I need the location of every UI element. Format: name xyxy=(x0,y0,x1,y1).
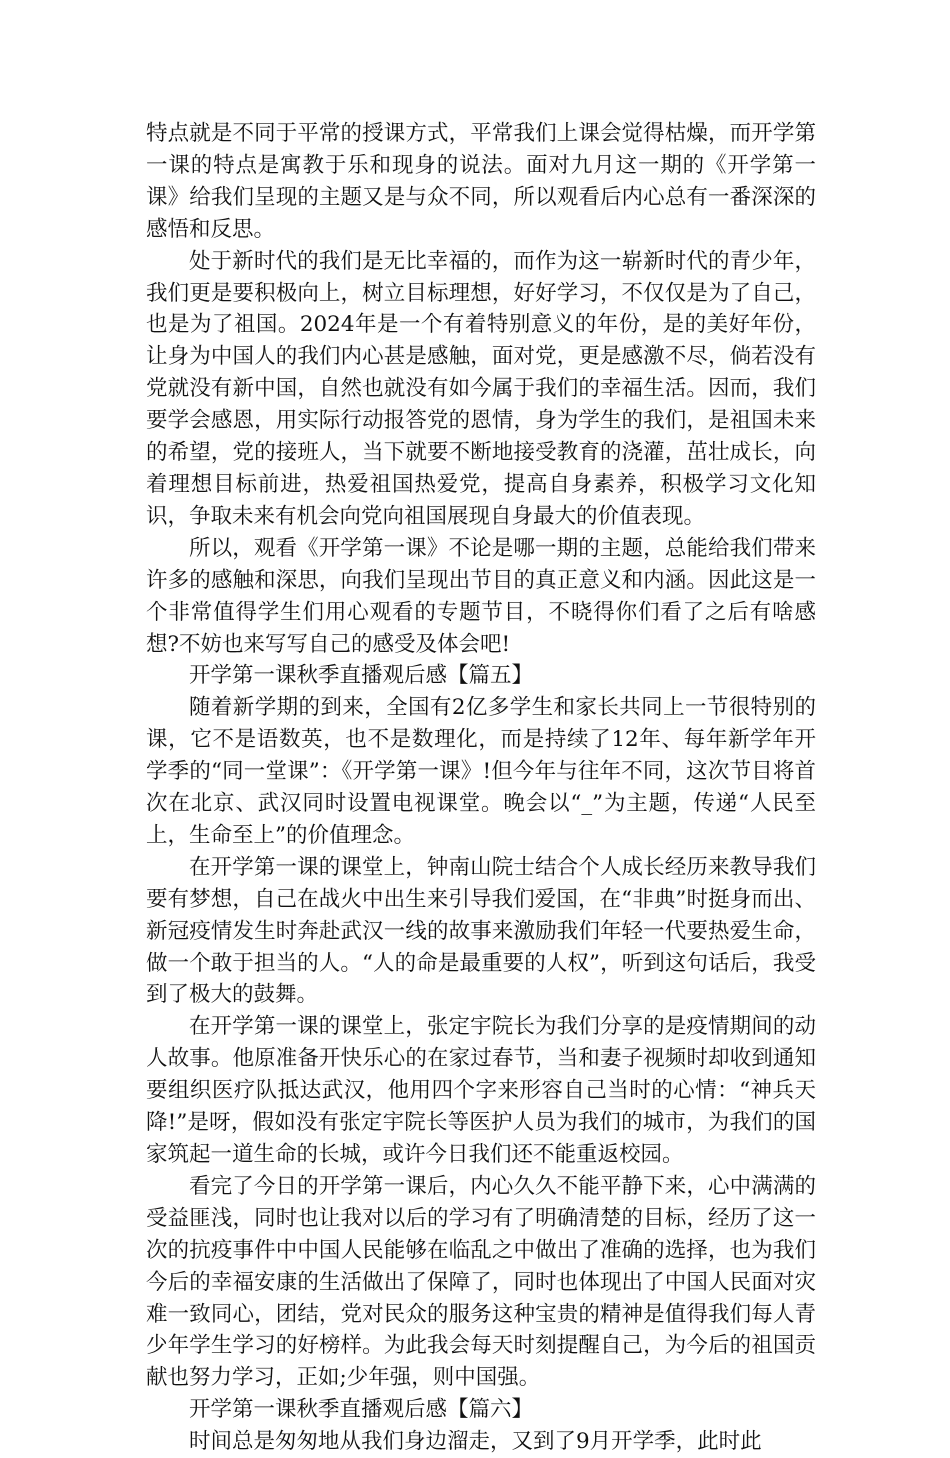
section-heading-part-6: 开学第一课秋季直播观后感【篇六】 xyxy=(189,1397,534,1423)
paragraph: 时间总是匆匆地从我们身边溜走，又到了9月开学季，此时此 xyxy=(189,1429,762,1455)
paragraph: 在开学第一课的课堂上，张定宇院长为我们分享的是疫情期间的动人故事。他原准备开快乐心的在家过春节，当和妻子视频时却收到通知要组织医疗队抵达武汉，他用四个字来形容自己当时的心情：“神兵天降!”是呀，假如没有张定宇院长等医护人员为我们的城市，为我们的国家筑起一道生命的长城，或许今日我们还不能重返校园。 xyxy=(146,1014,816,1167)
paragraph: 所以，观看《开学第一课》不论是哪一期的主题，总能给我们带来许多的感触和深思，向我们呈现出节目的真正意义和内涵。因此这是一个非常值得学生们用心观看的专题节目，不晓得你们看了之后有啥感想?不妨也来写写自己的感受及体会吧! xyxy=(146,535,816,657)
paragraph: 在开学第一课的课堂上，钟南山院士结合个人成长经历来教导我们要有梦想，自己在战火中出生来引导我们爱国，在“非典”时挺身而出、新冠疫情发生时奔赴武汉一线的故事来激励我们年轻一代要热爱生命，做一个敢于担当的人。“人的命是最重要的人权”，听到这句话后，我受到了极大的鼓舞。 xyxy=(146,854,816,1008)
paragraph: 随着新学期的到来，全国有2亿多学生和家长共同上一节很特别的课，它不是语数英，也不是数理化，而是持续了12年、每年新学年开学季的“同一堂课”：《开学第一课》!但今年与往年不同，这次节目将首次在北京、武汉同时设置电视课堂。晚会以“_”为主题，传递“人民至上，生命至上”的价值理念。 xyxy=(146,695,816,848)
paragraph: 看完了今日的开学第一课后，内心久久不能平静下来，心中满满的受益匪浅，同时也让我对以后的学习有了明确清楚的目标，经历了这一次的抗疫事件中中国人民能够在临乱之中做出了准确的选择，也为我们今后的幸福安康的生活做出了保障了，同时也体现出了中国人民面对灾难一致同心，团结，党对民众的服务这种宝贵的精神是值得我们每人青少年学生学习的好榜样。为此我会每天时刻提醒自己，为今后的祖国贡献也努力学习，正如;少年强，则中国强。 xyxy=(146,1173,816,1391)
paragraph-continuation: 特点就是不同于平常的授课方式，平常我们上课会觉得枯燥，而开学第一课的特点是寓教于乐和现身的说法。面对九月这一期的《开学第一课》给我们呈现的主题又是与众不同，所以观看后内心总有一番深深的感悟和反思。 xyxy=(146,121,816,242)
section-heading-part-5: 开学第一课秋季直播观后感【篇五】 xyxy=(189,663,534,689)
paragraph: 处于新时代的我们是无比幸福的，而作为这一崭新时代的青少年，我们更是要积极向上，树立目标理想，好好学习，不仅仅是为了自己，也是为了祖国。2024年是一个有着特别意义的年份，是的美好年份，让身为中国人的我们内心甚是感触，面对党，更是感激不尽，倘若没有党就没有新中国，自然也就没有如今属于我们的幸福生活。因而，我们要学会感恩，用实际行动报答党的恩情，身为学生的我们，是祖国未来的希望，党的接班人，当下就要不断地接受教育的浇灌，茁壮成长，向着理想目标前进，热爱祖国热爱党，提高自身素养，积极学习文化知识，争取未来有机会向党向祖国展现自身最大的价值表现。 xyxy=(146,248,816,529)
document-body xyxy=(146,118,816,1458)
